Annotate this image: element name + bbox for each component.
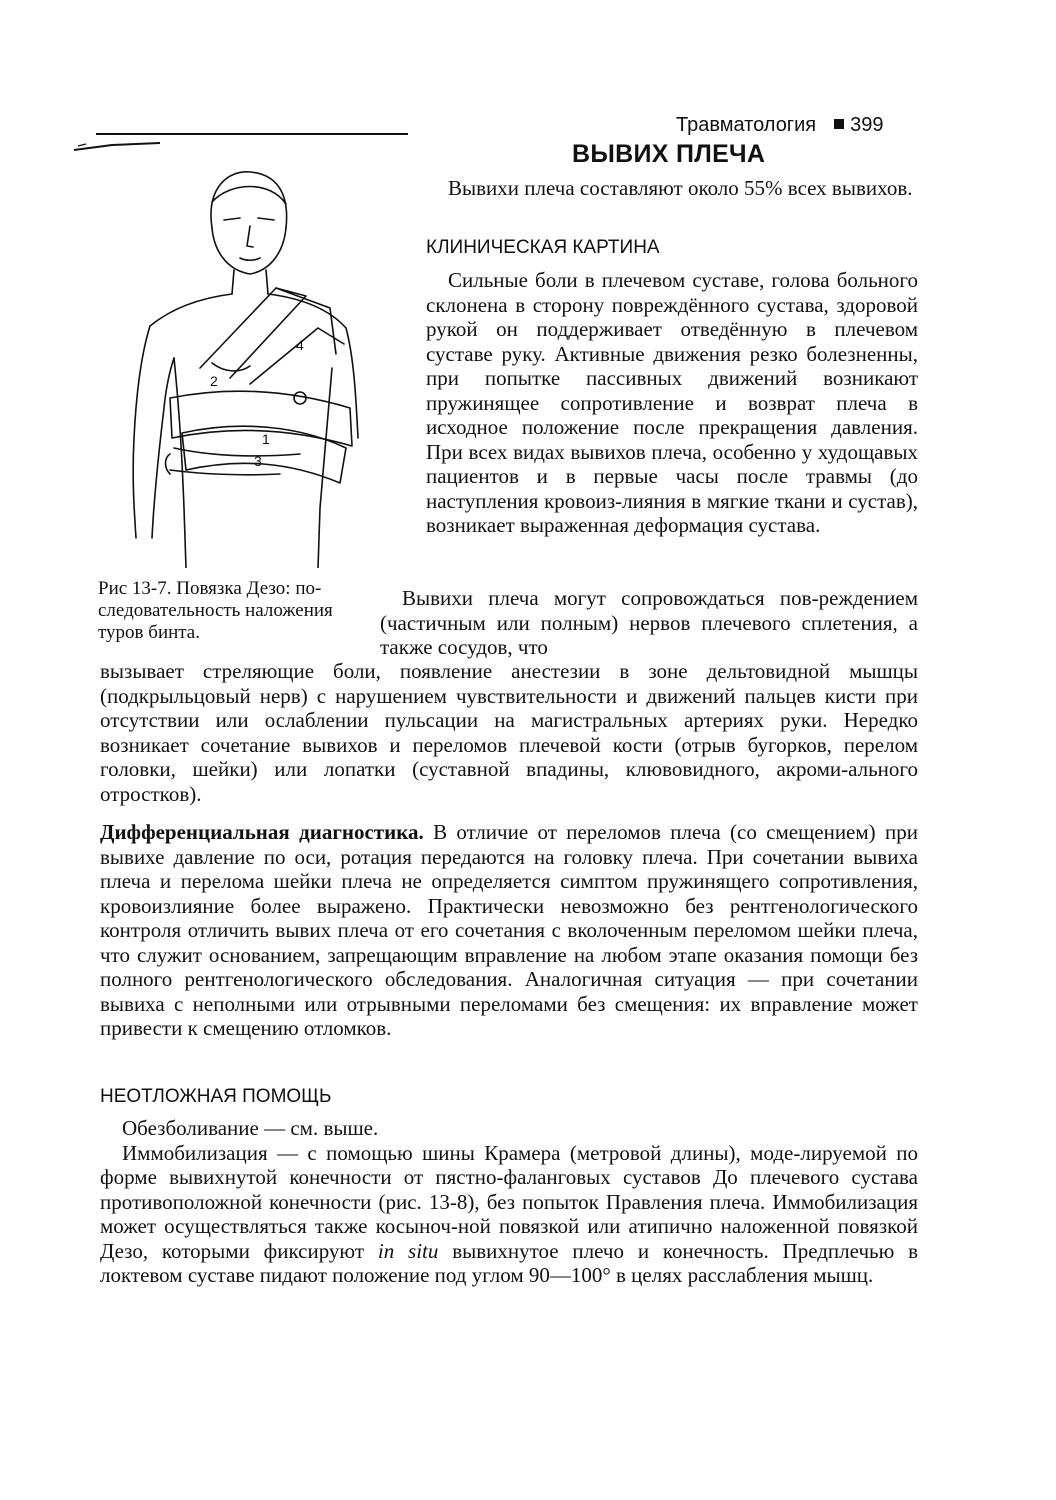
corner-scribble-icon — [72, 136, 162, 152]
article-title: ВЫВИХ ПЛЕЧА — [572, 140, 766, 168]
intro-paragraph: Вывихи плеча составляют около 55% всех вывихов. — [448, 176, 913, 200]
dezo-bandage-illustration — [100, 158, 400, 568]
immobilization-text-a: Иммобилизация — с помощью шины Крамера (метровой длины), моде-лируемой по форме вывихнутой конечности от пястно-фаланговых суставов До плечевого сустава противоположной конечности (рис. 13-8), без попыток Правления плеча. Иммобилизация может осуществляться также косыноч-ной повязкой или атипично наложенной повязкой Дезо, которыми фиксируют — [100, 1140, 918, 1263]
clinical-paragraph: Сильные боли в плечевом суставе, голова больного склонена в сторону повреждённого сустава, здоровой рукой он поддерживает отведённую в плечевом суставе руку. Активные движения резко болезненны, при попытке пассивных движений возникают пружинящее сопротивление и возврат плеча в исходное положение после прекращения давления. При всех видах вывихов плеча, особенно у худощавых пациентов и в первые часы после травмы (до наступления кровоиз-лияния в мягкие ткани и сустав), возникает выраженная деформация сустава. — [426, 268, 918, 537]
figure-label-3: 3 — [254, 453, 262, 469]
header-rule — [96, 133, 408, 135]
clinical-heading: КЛИНИЧЕСКАЯ КАРТИНА — [426, 237, 660, 258]
differential-paragraph — [100, 820, 918, 1041]
urgent-heading: НЕОТЛОЖНАЯ ПОМОЩЬ — [100, 1086, 332, 1107]
urgent-section — [100, 1116, 918, 1288]
anesthesia-paragraph: Обезболивание — см. выше. — [122, 1116, 379, 1140]
figure-label-1: 1 — [262, 431, 270, 447]
nerve-paragraph-start: Вывихи плеча могут сопровождаться пов-реждением (частичным или полным) нервов плечевого сплетения, а также сосудов, что — [380, 586, 918, 659]
page-number: 399 — [850, 114, 884, 136]
immobilization-text-b: вывихнутое плечо и конечность. Предплечью в локтевом суставе пидают положение под углом 90—100° в целях расслабления мышц. — [100, 1238, 919, 1287]
section-name: Травматология — [676, 114, 817, 136]
running-header — [676, 114, 883, 137]
figure-label-2: 2 — [210, 373, 218, 389]
differential-lead: Дифференциальная диагностика. — [100, 820, 424, 844]
nerve-paragraph-continued: вызывает стреляющие боли, появление анестезии в зоне дельтовидной мышцы (подкрыльцовый нерв) с нарушением чувствительности и движений пальцев кисти при отсутствии или ослаблении пульсации на магистральных артериях руки. Нередко возникает сочетание вывихов и переломов плечевой кости (отрыв бугорков, перелом головки, шейки) или лопатки (суставной впадины, клювовидного, акроми-ального отростков). — [100, 659, 918, 806]
in-situ-term: in situ — [377, 1238, 439, 1263]
figure-label-4: 4 — [296, 337, 304, 353]
immobilization-paragraph — [100, 1141, 918, 1288]
differential-text: В отличие от переломов плеча (со смещением) при вывихе давление по оси, ротация передаются на головку плеча. При сочетании вывиха плеча и перелома шейки плеча не определяется симптом пружинящего сопротивления, кровоизлияние более выражено. Практически невозможно без рентгенологического контроля отличить вывих плеча от его сочетания с вколоченным переломом шейки плеча, что служит основанием, запрещающим вправление на любом этапе оказания помощи без полного рентгенологического обследования. Аналогичная ситуация — при сочетании вывиха с неполными или отрывными переломами без смещения: их вправление может привести к смещению отломков. — [100, 820, 918, 1040]
square-bullet-icon — [834, 119, 844, 129]
figure-caption: Рис 13-7. Повязка Дезо: по-следовательность наложения туров бинта. — [98, 578, 333, 643]
